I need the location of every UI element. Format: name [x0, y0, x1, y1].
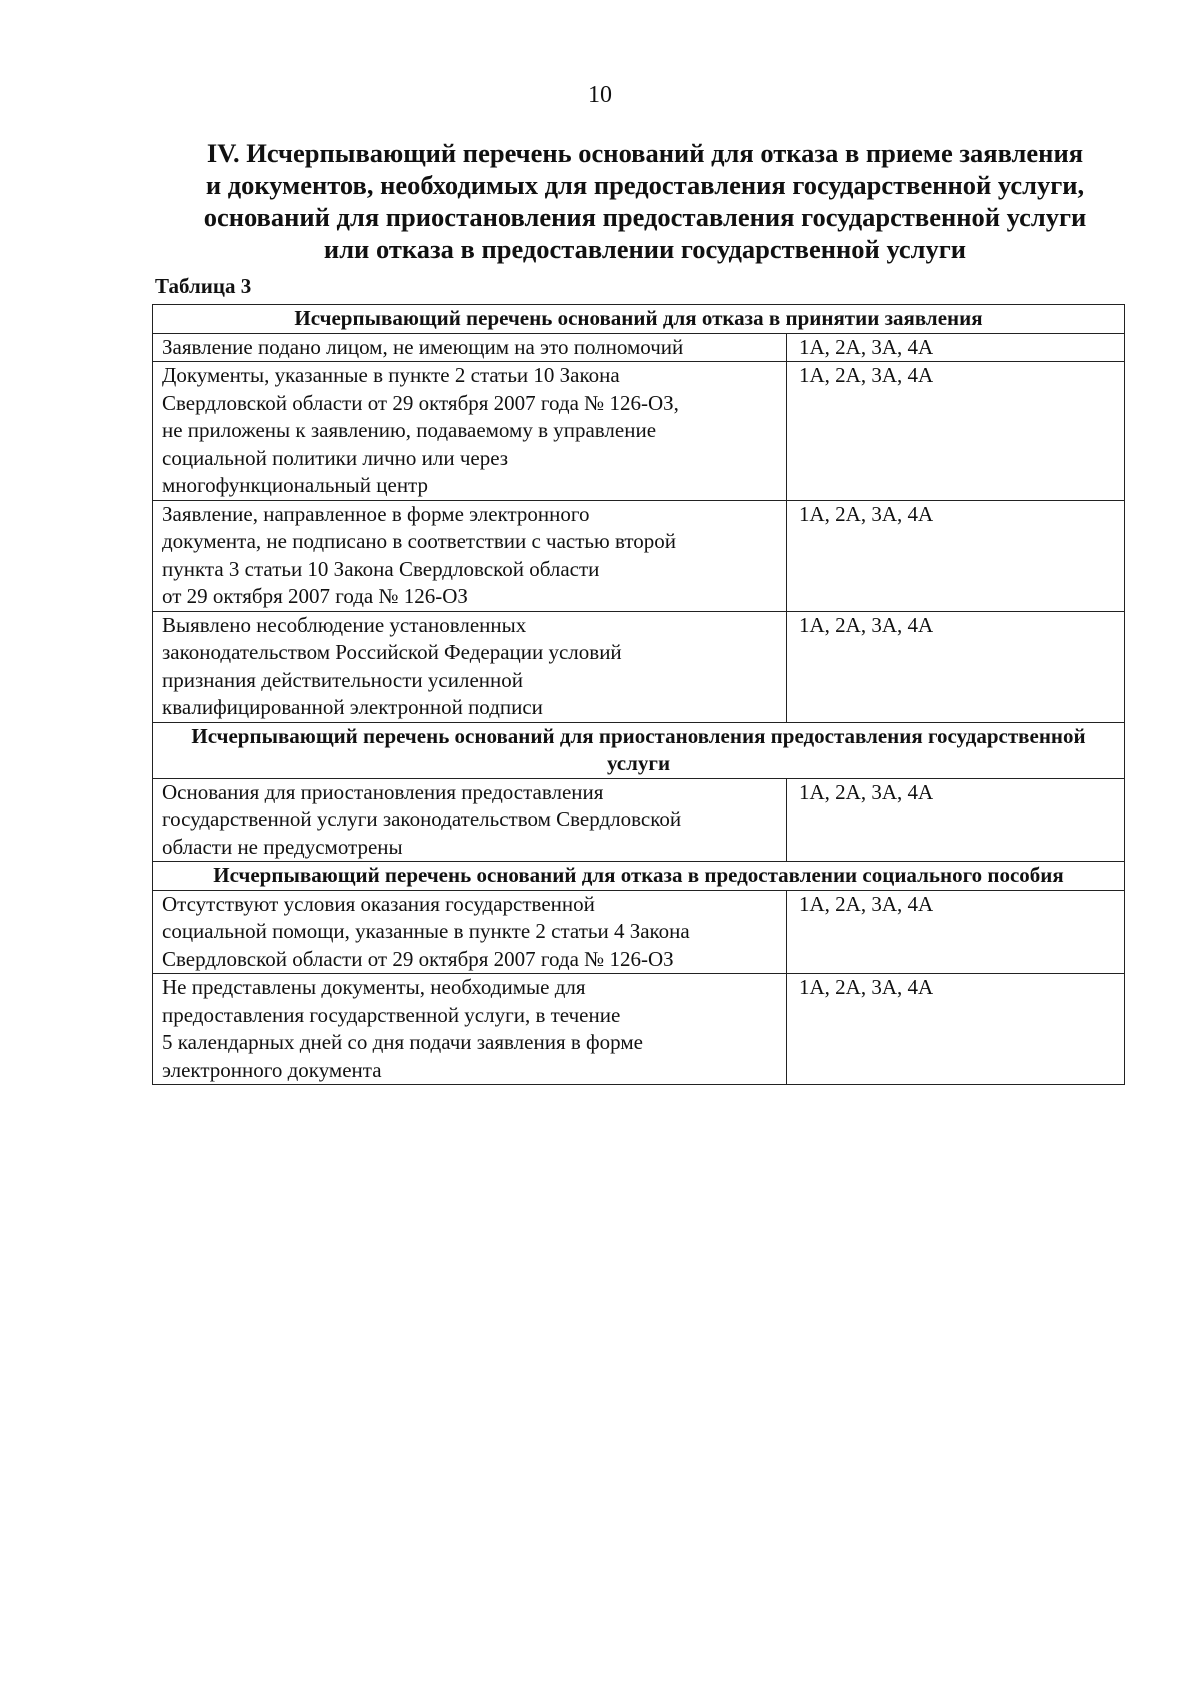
reason-cell	[153, 500, 787, 611]
reason-line: законодательством Российской Федерации условий	[162, 640, 622, 664]
table-row	[153, 362, 1125, 501]
reason-cell	[153, 890, 787, 974]
codes-cell: 1А, 2А, 3А, 4А	[787, 333, 1125, 362]
reason-line: признания действительности усиленной	[162, 667, 523, 692]
reason-line: области не предусмотрены	[162, 834, 403, 859]
reason-line: социальной политики лично или через	[162, 445, 509, 470]
reason-line: Основания для приостановления предоставления	[162, 779, 604, 804]
codes-cell: 1А, 2А, 3А, 4А	[787, 974, 1125, 1085]
reason-cell	[153, 333, 787, 362]
codes-cell: 1А, 2А, 3А, 4А	[787, 362, 1125, 501]
heading-line: IV. Исчерпывающий перечень оснований для отказа в приеме заявления	[206, 138, 1084, 168]
reason-line: электронного документа	[162, 1057, 382, 1082]
reason-line: Свердловской области от 29 октября 2007 года № 126-ОЗ,	[162, 390, 679, 415]
heading-line: или отказа в предоставлении государственной услуги	[323, 234, 967, 264]
reason-cell	[153, 611, 787, 722]
table-row	[153, 333, 1125, 362]
section-header-row	[153, 722, 1125, 778]
section-header-row	[153, 305, 1125, 334]
reason-cell	[153, 778, 787, 862]
reason-line: от 29 октября 2007 года № 126-ОЗ	[162, 584, 468, 608]
reason-cell	[153, 362, 787, 501]
reason-line: не приложены к заявлению, подаваемому в управление	[162, 418, 657, 442]
reason-line: квалифицированной электронной подписи	[162, 695, 543, 719]
table-row	[153, 778, 1125, 862]
reason-line: Заявление, направленное в форме электронного	[162, 501, 590, 526]
reason-line: Документы, указанные в пункте 2 статьи 10 Закона	[162, 363, 620, 387]
section-header-row	[153, 862, 1125, 891]
reason-line: пункта 3 статьи 10 Закона Свердловской области	[162, 556, 600, 581]
table-row	[153, 890, 1125, 974]
reasons-table	[152, 304, 1125, 1085]
section-heading	[150, 137, 1140, 265]
codes-cell: 1А, 2А, 3А, 4А	[787, 500, 1125, 611]
codes-cell: 1А, 2А, 3А, 4А	[787, 778, 1125, 862]
reason-line: Выявлено несоблюдение установленных	[162, 612, 527, 637]
page-number: 10	[588, 82, 612, 108]
reason-line: социальной помощи, указанные в пункте 2 статьи 4 Закона	[162, 919, 690, 943]
codes-cell: 1А, 2А, 3А, 4А	[787, 890, 1125, 974]
reason-line: Свердловской области от 29 октября 2007 года № 126-ОЗ	[162, 946, 674, 971]
reason-cell	[153, 974, 787, 1085]
table-caption: Таблица 3	[155, 274, 252, 298]
reason-line: государственной услуги законодательством Свердловской	[162, 807, 682, 831]
section-title: Исчерпывающий перечень оснований для отказа в предоставлении социального пособия	[153, 862, 1125, 891]
section-title: Исчерпывающий перечень оснований для приостановления предоставления государственной услуги	[153, 722, 1125, 778]
reason-line: многофункциональный центр	[162, 473, 428, 497]
table-row	[153, 611, 1125, 722]
reason-line: Заявление подано лицом, не имеющим на это полномочий	[162, 334, 684, 359]
section-title: Исчерпывающий перечень оснований для отказа в принятии заявления	[153, 305, 1125, 334]
reason-line: документа, не подписано в соответствии с частью второй	[162, 529, 676, 553]
reason-line: 5 календарных дней со дня подачи заявления в форме	[162, 1030, 643, 1054]
table-row	[153, 500, 1125, 611]
reason-line: Отсутствуют условия оказания государственной	[162, 891, 595, 916]
table-row	[153, 974, 1125, 1085]
codes-cell: 1А, 2А, 3А, 4А	[787, 611, 1125, 722]
reason-line: Не представлены документы, необходимые для	[162, 975, 586, 999]
heading-line: и документов, необходимых для предоставления государственной услуги,	[205, 170, 1085, 200]
reason-line: предоставления государственной услуги, в течение	[162, 1002, 621, 1027]
heading-line: оснований для приостановления предоставления государственной услуги	[203, 202, 1087, 232]
